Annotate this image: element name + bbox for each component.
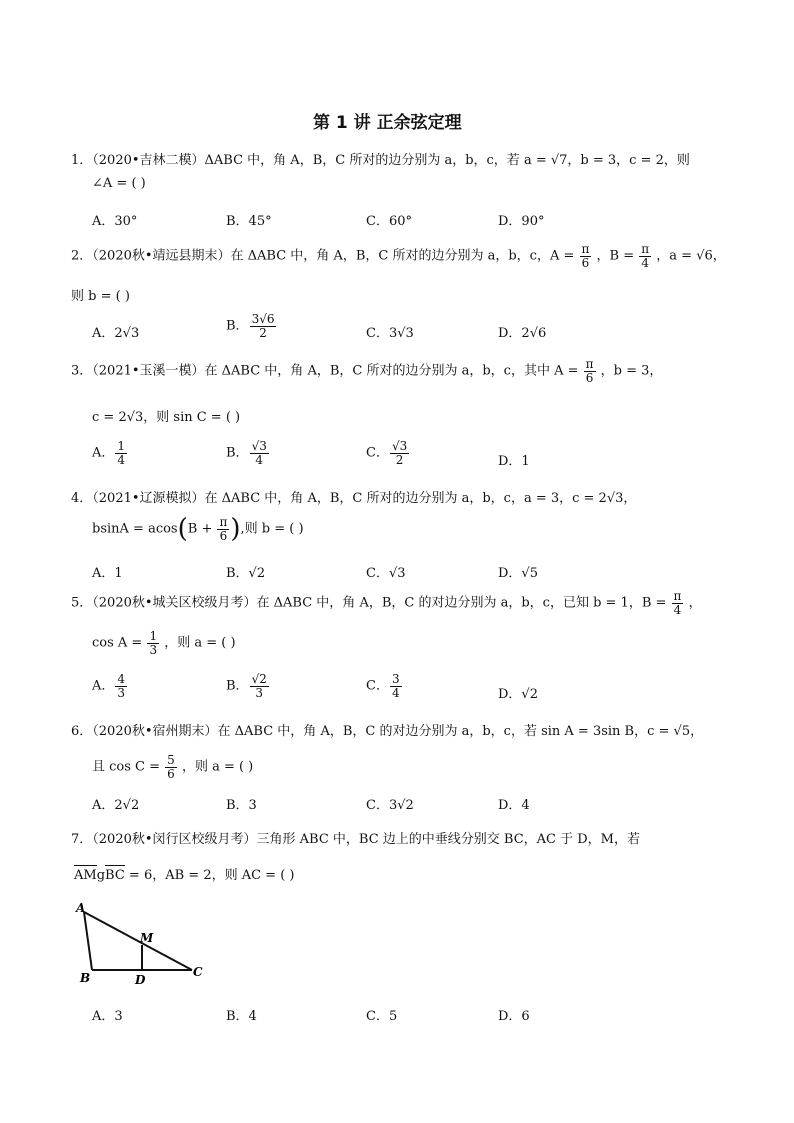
question-5-option-c: C． $\frac{3}{4}$	[366, 672, 400, 700]
question-1-option-d: D．90°	[498, 214, 545, 229]
question-2-text: 2．（2020秋•靖远县期末）在 ΔABC 中，角 A，B，C 所对的边分别为 a，b，c，A =	[71, 248, 575, 264]
question-6-line-2: 且 cos C = $\frac{5}{6}$ ，则 a = ( )	[92, 753, 254, 781]
question-2-fraction-A: $\frac{\pi}{6}$	[581, 242, 590, 270]
question-7-option-a: A．3	[92, 1009, 123, 1024]
question-6-option-a: A．2√2	[92, 798, 140, 813]
question-4-option-a: A．1	[92, 566, 123, 581]
segment-AC	[84, 912, 192, 970]
question-3-line-2: c = 2√3，则 sin C = ( )	[92, 410, 241, 425]
question-7-option-b: B．4	[226, 1009, 257, 1024]
question-4-option-c: C．√3	[366, 566, 406, 581]
question-5-option-a: A． $\frac{4}{3}$	[92, 672, 126, 700]
question-7-line-1: 7．（2020秋•闵行区校级月考）三角形 ABC 中，BC 边上的中垂线分别交 BC，AC 于 D，M，若	[71, 832, 640, 847]
question-5-option-b: B． $\frac{√2}{3}$	[226, 672, 267, 700]
question-5-option-d: D．√2	[498, 687, 538, 702]
vertex-label-b: B	[80, 971, 91, 985]
question-2-fraction-B: $\frac{\pi}{4}$	[641, 242, 650, 270]
question-4-line-1: 4．（2021•辽源模拟）在 ΔABC 中，角 A，B，C 所对的边分别为 a，b，c，a = 3，c = 2√3，	[71, 491, 637, 506]
question-3-line-1: 3．（2021•玉溪一模）在 ΔABC 中，角 A，B，C 所对的边分别为 a，b，c，其中 A = $\frac{\pi}{6}$ ，b = 3，	[71, 357, 663, 385]
question-7-line-2: AMgBC = 6，AB = 2，则 AC = ( )	[74, 868, 295, 883]
question-1-line-2: ∠A = ( )	[92, 176, 146, 191]
question-1-line-1: 1．（2020•吉林二模）ΔABC 中，角 A，B，C 所对的边分别为 a，b，c，若 a = √7，b = 3，c = 2，则	[71, 153, 690, 168]
question-3-option-d: D．1	[498, 454, 530, 469]
vertex-label-c: C	[193, 965, 203, 979]
triangle-figure	[74, 900, 214, 990]
question-6-line-1: 6．（2020秋•宿州期末）在 ΔABC 中，角 A，B，C 的对边分别为 a，b，c，若 sin A = 3sin B，c = √5，	[71, 724, 704, 739]
question-5-line-2: cos A = $\frac{1}{3}$ ，则 a = ( )	[92, 629, 236, 657]
vertex-label-a: A	[76, 901, 86, 915]
question-4-line-2: bsinA = acos(B + $\frac{\pi}{6}$ ),则 b = ( )	[92, 514, 304, 544]
question-2-option-c: C．3√3	[366, 326, 414, 341]
page-title: 第 1 讲 正余弦定理	[313, 113, 462, 133]
vertex-label-d: D	[135, 973, 146, 987]
question-7-option-c: C．5	[366, 1009, 398, 1024]
question-2-line-2: 则 b = ( )	[71, 289, 130, 304]
question-3-option-c: C． $\frac{√3}{2}$	[366, 439, 408, 467]
question-4-option-d: D．√5	[498, 566, 538, 581]
question-6-option-d: D．4	[498, 798, 530, 813]
question-6-option-b: B．3	[226, 798, 257, 813]
question-5-line-1: 5．（2020秋•城关区校级月考）在 ΔABC 中，角 A，B，C 的对边分别为 a，b，c，已知 b = 1，B = $\frac{\pi}{4}$ ，	[71, 589, 702, 617]
segment-AB	[84, 912, 92, 970]
vertex-label-m: M	[140, 931, 154, 945]
question-1-option-b: B．45°	[226, 214, 272, 229]
question-1-option-c: C．60°	[366, 214, 412, 229]
question-6-option-c: C．3√2	[366, 798, 414, 813]
question-2-line-1: 2．（2020秋•靖远县期末）在 ΔABC 中，角 A，B，C 所对的边分别为 a，b，c，A = $\frac{\pi}{6}$ ，B = $\frac{\pi}{4}$ ，a = √6，	[71, 242, 726, 270]
question-2-option-a: A．2√3	[92, 326, 140, 341]
question-1-option-a: A．30°	[92, 214, 138, 229]
question-3-option-b: B． $\frac{√3}{4}$	[226, 439, 267, 467]
question-2-option-b: B． $\frac{3√6}{2}$	[226, 312, 275, 340]
question-4-option-b: B．√2	[226, 566, 266, 581]
question-3-option-a: A． $\frac{1}{4}$	[92, 439, 126, 467]
question-7-option-d: D．6	[498, 1009, 530, 1024]
question-2-option-d: D．2√6	[498, 326, 547, 341]
